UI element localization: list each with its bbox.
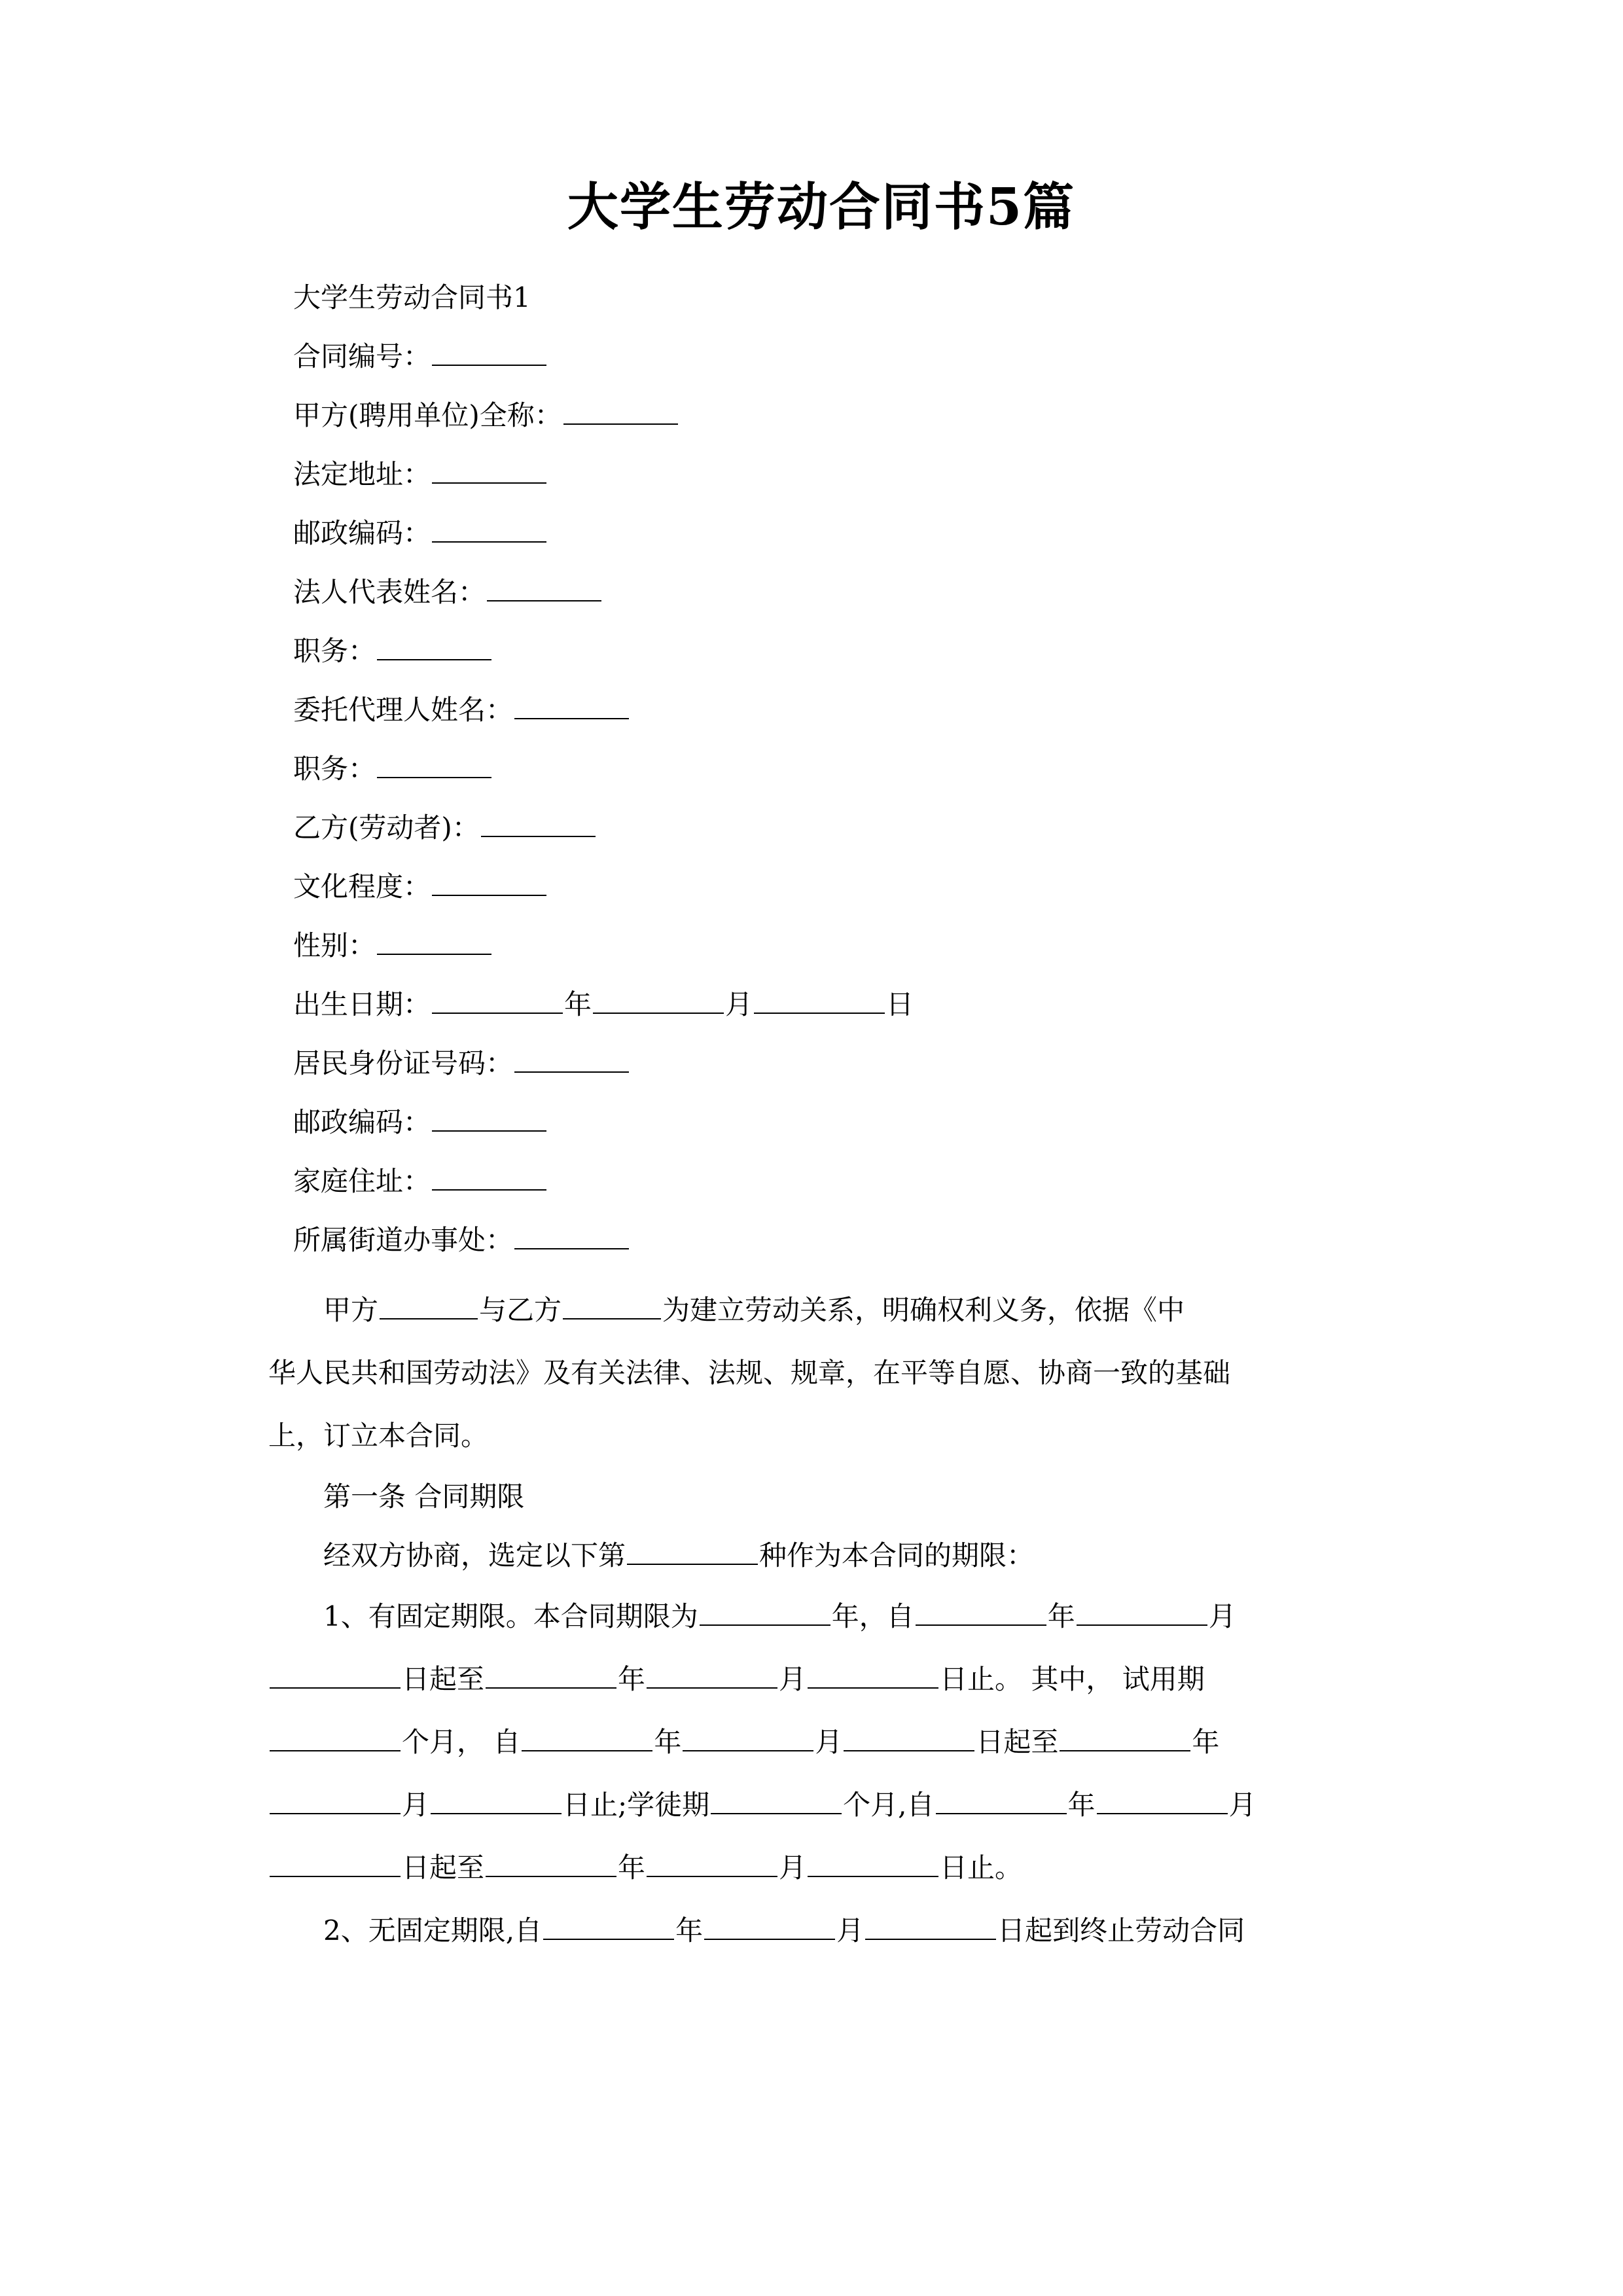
field-label: 合同编号： — [293, 340, 431, 372]
term-2-month: 月 — [836, 1914, 865, 1946]
field-legal-address — [268, 445, 1374, 504]
term-1-p-month: 月 — [815, 1726, 843, 1758]
term-item-1-line-1 — [268, 1585, 1374, 1648]
term-1-p-day: 日起至 — [976, 1726, 1059, 1758]
term-item-open-ended — [268, 1899, 1374, 1962]
blank-line-probation-end-month[interactable] — [270, 1784, 401, 1814]
blank-line[interactable] — [432, 512, 546, 543]
blank-line-option[interactable] — [627, 1535, 758, 1565]
blank-line-apprentice-end-day[interactable] — [808, 1847, 938, 1877]
field-home-address — [268, 1152, 1374, 1211]
blank-line-probation-start-month[interactable] — [683, 1721, 813, 1751]
blank-line-probation-end-day[interactable] — [431, 1784, 562, 1814]
preamble-line-3: 上，订立本合同。 — [268, 1420, 489, 1452]
term-2-pre: 2、无固定期限,自 — [323, 1914, 543, 1946]
blank-line[interactable] — [487, 571, 601, 601]
term-1-a-stop: 日止;学徒期 — [563, 1789, 710, 1821]
blank-line[interactable] — [377, 925, 491, 955]
field-legal-representative-name — [268, 563, 1374, 622]
blank-line-apprentice-start-month[interactable] — [1097, 1784, 1228, 1814]
blank-line-end-year[interactable] — [486, 1659, 616, 1689]
article-1-intro-post: 种作为本合同的期限： — [759, 1539, 1035, 1571]
blank-line[interactable] — [432, 1102, 546, 1132]
term-1-year2: 年 — [1047, 1600, 1075, 1632]
field-label: 职务： — [293, 635, 376, 667]
article-1-heading: 第一条 合同期限 — [323, 1480, 525, 1513]
field-label: 文化程度： — [293, 870, 431, 903]
blank-line[interactable] — [432, 866, 546, 896]
field-postal-code-2 — [268, 1093, 1374, 1152]
unit-month: 月 — [725, 988, 753, 1020]
field-birth-date — [268, 975, 1374, 1034]
term-1-b-day: 日起至 — [402, 1852, 485, 1884]
field-label: 居民身份证号码： — [293, 1047, 514, 1079]
blank-line-probation-start-day[interactable] — [844, 1721, 974, 1751]
field-street-office — [268, 1211, 1374, 1270]
term-1-a-month: 月 — [402, 1789, 430, 1821]
term-1-end-month: 月 — [779, 1663, 807, 1695]
field-label: 邮政编码： — [293, 1106, 431, 1138]
blank-line-probation-start-year[interactable] — [522, 1721, 652, 1751]
blank-line[interactable] — [432, 454, 546, 484]
term-1-stop: 日止。 其中， 试用期 — [940, 1663, 1205, 1695]
preamble-line-1-tail: 为建立劳动关系，明确权利义务，依据《中 — [662, 1294, 1185, 1326]
blank-line-apprentice-end-month[interactable] — [647, 1847, 777, 1877]
field-label: 甲方(聘用单位)全称： — [293, 399, 562, 431]
blank-line[interactable] — [432, 336, 546, 366]
blank-line-end-month[interactable] — [647, 1659, 777, 1689]
blank-line-probation-months[interactable] — [270, 1721, 401, 1751]
blank-line-open-month[interactable] — [704, 1910, 835, 1940]
term-1-pre: 1、有固定期限。本合同期限为 — [323, 1600, 698, 1632]
field-gender — [268, 916, 1374, 975]
field-postal-code — [268, 504, 1374, 563]
field-label: 职务： — [293, 753, 376, 785]
preamble-party-b-label: 与乙方 — [479, 1294, 562, 1326]
blank-line-party-b[interactable] — [563, 1289, 661, 1319]
field-label: 委托代理人姓名： — [293, 694, 514, 726]
term-item-fixed — [268, 1585, 1374, 1899]
field-label: 法定地址： — [293, 458, 431, 490]
document-subtitle: 大学生劳动合同书1 — [293, 281, 531, 314]
blank-line[interactable] — [481, 807, 596, 837]
blank-line-apprentice-end-year[interactable] — [486, 1847, 616, 1877]
term-item-2-line-1 — [268, 1899, 1374, 1962]
term-1-b-year: 年 — [618, 1852, 646, 1884]
term-1-b-month: 月 — [779, 1852, 807, 1884]
blank-line[interactable] — [432, 1160, 546, 1191]
term-1-months: 个月， 自 — [402, 1726, 521, 1758]
field-position-2 — [268, 740, 1374, 798]
field-employer-full-name — [268, 386, 1374, 445]
term-item-1-line-3 — [268, 1711, 1374, 1774]
preamble-line-2: 华人民共和国劳动法》及有关法律、法规、规章，在平等自愿、协商一致的基础 — [268, 1357, 1231, 1389]
preamble-paragraph — [268, 1279, 1374, 1467]
blank-line-end-day[interactable] — [808, 1659, 938, 1689]
term-1-p-year: 年 — [654, 1726, 682, 1758]
article-1-intro-pre: 经双方协商，选定以下第 — [323, 1539, 626, 1571]
field-employee-name — [268, 798, 1374, 857]
term-1-month: 月 — [1208, 1600, 1236, 1632]
blank-line-start-month[interactable] — [1077, 1596, 1207, 1626]
blank-line-open-year[interactable] — [543, 1910, 674, 1940]
article-1-intro — [268, 1526, 1374, 1585]
field-label: 乙方(劳动者)： — [293, 812, 480, 844]
field-contract-number — [268, 327, 1374, 386]
blank-line[interactable] — [514, 689, 629, 719]
blank-line-term-years[interactable] — [700, 1596, 830, 1626]
blank-line-apprentice-months[interactable] — [711, 1784, 842, 1814]
blank-line-apprentice-start-day[interactable] — [270, 1847, 401, 1877]
term-1-a-month2: 月 — [1228, 1789, 1257, 1821]
term-item-1-line-4 — [268, 1774, 1374, 1837]
blank-line-start-day[interactable] — [270, 1659, 401, 1689]
blank-line[interactable] — [377, 748, 491, 778]
field-label: 出生日期： — [293, 988, 431, 1020]
blank-line[interactable] — [514, 1219, 629, 1249]
blank-line[interactable] — [563, 395, 678, 425]
unit-year: 年 — [564, 988, 592, 1020]
field-label: 家庭住址： — [293, 1165, 431, 1197]
field-id-number — [268, 1034, 1374, 1093]
term-2-tail: 日起到终止劳动合同 — [997, 1914, 1245, 1946]
blank-line[interactable] — [514, 1043, 629, 1073]
document-content — [268, 0, 1374, 1962]
blank-line-open-day[interactable] — [865, 1910, 996, 1940]
blank-line-start-year[interactable] — [916, 1596, 1046, 1626]
term-1-p-year2: 年 — [1192, 1726, 1220, 1758]
field-label: 所属街道办事处： — [293, 1224, 514, 1256]
term-1-day-label: 日起至 — [402, 1663, 485, 1695]
term-2-year: 年 — [675, 1914, 704, 1946]
blank-line-month[interactable] — [593, 984, 724, 1014]
blank-line-year[interactable] — [432, 984, 563, 1014]
preamble-line-1 — [268, 1279, 1374, 1342]
page-title: 大学生劳动合同书5篇 — [567, 177, 1076, 237]
field-label: 法人代表姓名： — [293, 576, 486, 608]
field-authorized-agent-name — [268, 681, 1374, 740]
term-1-a-year: 年 — [1067, 1789, 1096, 1821]
blank-line-apprentice-start-year[interactable] — [936, 1784, 1067, 1814]
term-item-1-line-2 — [268, 1648, 1374, 1711]
term-1-year: 年，自 — [831, 1600, 914, 1632]
preamble-party-a-label: 甲方 — [323, 1294, 379, 1326]
term-1-a-months: 个月,自 — [843, 1789, 935, 1821]
field-label: 邮政编码： — [293, 517, 431, 549]
blank-line[interactable] — [377, 630, 491, 660]
term-1-end-year: 年 — [618, 1663, 646, 1695]
field-position-1 — [268, 622, 1374, 681]
term-1-b-stop: 日止。 — [940, 1852, 1023, 1884]
field-label: 性别： — [293, 929, 376, 961]
blank-line-probation-end-year[interactable] — [1060, 1721, 1190, 1751]
field-education-level — [268, 857, 1374, 916]
blank-line-party-a[interactable] — [380, 1289, 478, 1319]
term-item-1-line-5 — [268, 1837, 1374, 1899]
unit-day: 日 — [886, 988, 914, 1020]
spacer — [268, 1270, 1374, 1279]
blank-line-day[interactable] — [754, 984, 885, 1014]
